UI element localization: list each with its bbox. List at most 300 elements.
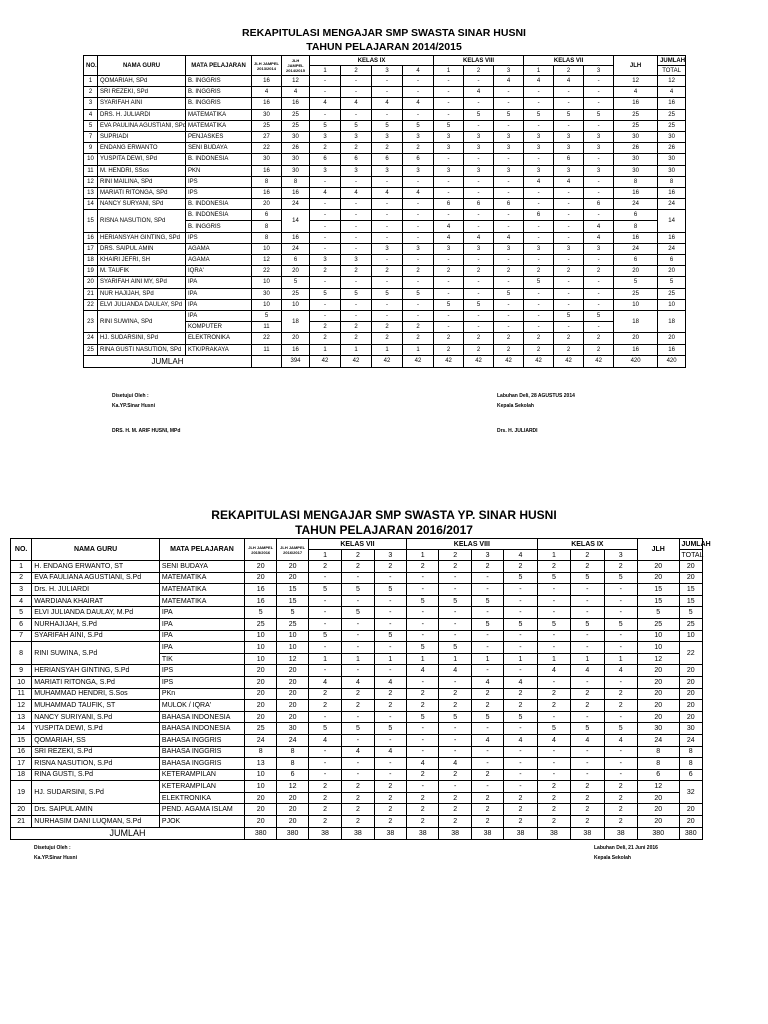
jumlah-kelas-b: 38 (471, 827, 503, 839)
table-row (11, 723, 703, 735)
row-kelas-c: 5 (571, 723, 604, 735)
row-mata-pelajaran: ELEKTRONIKA (159, 792, 244, 804)
row-nama-guru: SYARIFAH AINI, S.Pd (32, 630, 160, 642)
row-jlh: 15 (637, 595, 679, 607)
row-jampel-2: 8 (277, 746, 308, 758)
row-jampel-2: 30 (277, 723, 308, 735)
row-kelas-c: 1 (537, 653, 570, 665)
row-jlh: 10 (637, 630, 679, 642)
header-no: NO. (11, 539, 32, 561)
row-no: 8 (11, 642, 32, 665)
jumlah-kelas-c: 38 (604, 827, 637, 839)
row-kelas-a: 1 (342, 653, 374, 665)
doc2-sign-left-2: Ka.YP.Sinar Husni (34, 855, 77, 861)
row-kelas-a: - (372, 221, 403, 232)
row-kelas-b: - (434, 210, 464, 221)
header-kelas-b: KELAS VIII (407, 539, 538, 550)
row-kelas-a: - (308, 595, 341, 607)
table-row (84, 255, 686, 266)
row-kelas-b: - (439, 723, 471, 735)
row-jampel-1: 20 (245, 561, 277, 573)
row-jampel-2: 14 (282, 210, 310, 232)
doc2-table (10, 538, 711, 840)
row-nama-guru: H. ENDANG ERWANTO, ST (32, 561, 160, 573)
table-row (11, 607, 703, 619)
row-kelas-a: 2 (341, 333, 372, 344)
row-total: 25 (658, 120, 686, 131)
row-kelas-b: - (434, 176, 464, 187)
row-kelas-b: 5 (464, 109, 494, 120)
row-kelas-a: - (310, 232, 341, 243)
row-kelas-b: 5 (494, 109, 524, 120)
row-no: 9 (84, 143, 98, 154)
row-jlh: 24 (637, 734, 679, 746)
row-kelas-b: - (471, 607, 503, 619)
row-kelas-a: 5 (310, 120, 341, 131)
row-kelas-b: 2 (464, 266, 494, 277)
row-kelas-a: 4 (374, 676, 406, 688)
row-kelas-b: 2 (504, 804, 537, 816)
row-jlh: 20 (637, 816, 679, 828)
row-kelas-a: - (372, 277, 403, 288)
row-total: 20 (658, 333, 686, 344)
row-jampel-1: 30 (252, 109, 282, 120)
row-jampel-1: 16 (252, 165, 282, 176)
row-kelas-c: - (584, 187, 614, 198)
row-kelas-b: 5 (471, 711, 503, 723)
row-total: 25 (679, 618, 702, 630)
row-mata-pelajaran: B. INDONESIA (186, 210, 252, 221)
row-kelas-c: 5 (554, 310, 584, 321)
row-kelas-a: - (374, 607, 406, 619)
row-kelas-b: 4 (464, 232, 494, 243)
row-jampel-1: 25 (252, 120, 282, 131)
row-kelas-c: 2 (554, 344, 584, 355)
row-kelas-a: 4 (310, 98, 341, 109)
row-kelas-b: 2 (494, 333, 524, 344)
table-row (11, 781, 703, 793)
row-kelas-a: 2 (342, 688, 374, 700)
row-kelas-b: - (494, 98, 524, 109)
row-no: 23 (84, 310, 98, 332)
row-kelas-a: 2 (374, 781, 406, 793)
row-nama-guru: MUHAMMAD TAUFIK, ST (32, 700, 160, 712)
row-kelas-a: 2 (342, 700, 374, 712)
header-kelas-a-2: 2 (341, 66, 372, 76)
row-mata-pelajaran: PENJASKES (186, 131, 252, 142)
row-total: 20 (679, 572, 702, 584)
row-kelas-b: - (504, 665, 537, 677)
table-row (11, 572, 703, 584)
row-kelas-b: - (494, 154, 524, 165)
row-kelas-a: 4 (403, 187, 434, 198)
row-jampel-1: 16 (245, 584, 277, 596)
row-kelas-a: - (310, 176, 341, 187)
row-total: 8 (679, 746, 702, 758)
row-kelas-a: - (310, 87, 341, 98)
row-kelas-a: 3 (310, 165, 341, 176)
row-jampel-2: 24 (277, 734, 308, 746)
row-jlh: 24 (614, 243, 658, 254)
row-kelas-c: 1 (571, 653, 604, 665)
row-mata-pelajaran: IPA (186, 288, 252, 299)
row-kelas-c: - (604, 607, 637, 619)
row-jampel-1: 20 (245, 792, 277, 804)
row-kelas-a: 5 (374, 723, 406, 735)
row-kelas-b: 4 (471, 676, 503, 688)
row-kelas-b: - (471, 781, 503, 793)
row-jampel-2: 10 (277, 630, 308, 642)
row-mata-pelajaran: TIK (159, 653, 244, 665)
row-kelas-b: - (494, 255, 524, 266)
row-kelas-b: 4 (504, 734, 537, 746)
row-mata-pelajaran: IPA (159, 607, 244, 619)
row-kelas-c: - (584, 299, 614, 310)
row-mata-pelajaran: IQRA' (186, 266, 252, 277)
row-jlh: 16 (614, 232, 658, 243)
row-mata-pelajaran: B. INDONESIA (186, 154, 252, 165)
row-kelas-a: 2 (374, 804, 406, 816)
row-total: 16 (658, 187, 686, 198)
row-jampel-1: 11 (252, 322, 282, 333)
row-kelas-b: - (407, 723, 439, 735)
row-no: 15 (84, 210, 98, 232)
header-jampel-2: JLH JAMPEL 2016/2017 (277, 539, 308, 561)
row-no: 18 (84, 255, 98, 266)
row-no: 12 (11, 700, 32, 712)
row-kelas-c: 1 (604, 653, 637, 665)
row-kelas-b: - (471, 665, 503, 677)
table-row (84, 154, 686, 165)
row-kelas-c: 5 (537, 572, 570, 584)
row-total: 25 (658, 288, 686, 299)
row-jampel-2: 25 (282, 120, 310, 131)
row-no: 13 (84, 187, 98, 198)
row-kelas-c: - (524, 299, 554, 310)
row-kelas-c: 4 (584, 221, 614, 232)
row-kelas-c: - (584, 255, 614, 266)
row-kelas-a: - (341, 310, 372, 321)
row-no: 13 (11, 711, 32, 723)
row-no: 14 (84, 199, 98, 210)
row-jampel-2: 20 (282, 333, 310, 344)
row-total: 8 (658, 176, 686, 187)
header-kelas-a-4: 4 (403, 66, 434, 76)
row-kelas-c: 2 (571, 816, 604, 828)
row-no: 20 (11, 804, 32, 816)
row-kelas-a: 5 (310, 288, 341, 299)
row-jampel-2: 12 (277, 781, 308, 793)
row-kelas-b: 4 (439, 665, 471, 677)
row-kelas-b: 3 (494, 243, 524, 254)
row-kelas-a: 2 (342, 816, 374, 828)
row-kelas-a: 2 (342, 804, 374, 816)
row-nama-guru: HJ. SUDARSINI, SPd (98, 333, 186, 344)
jumlah-kelas-c: 38 (571, 827, 604, 839)
row-kelas-b: 2 (504, 792, 537, 804)
row-mata-pelajaran: B. INDONESIA (186, 199, 252, 210)
row-kelas-a: 5 (308, 630, 341, 642)
row-jampel-2: 15 (277, 584, 308, 596)
row-kelas-a: 2 (403, 322, 434, 333)
row-kelas-a: - (341, 221, 372, 232)
row-kelas-b: - (504, 642, 537, 654)
row-kelas-a: - (342, 595, 374, 607)
row-kelas-a: - (341, 176, 372, 187)
row-kelas-c: - (571, 642, 604, 654)
row-kelas-a: 4 (310, 187, 341, 198)
row-kelas-c: 5 (537, 723, 570, 735)
row-mata-pelajaran: PJOK (159, 816, 244, 828)
row-mata-pelajaran: B. INGGRIS (186, 87, 252, 98)
row-total: 16 (658, 344, 686, 355)
row-kelas-b: 4 (434, 221, 464, 232)
row-kelas-a: 2 (374, 700, 406, 712)
table-row (84, 143, 686, 154)
row-jampel-2: 20 (277, 572, 308, 584)
row-mata-pelajaran: MATEMATIKA (159, 572, 244, 584)
row-kelas-c: 5 (571, 572, 604, 584)
row-nama-guru: MARIATI RITONGA, S.Pd (32, 676, 160, 688)
row-jampel-2: 26 (282, 143, 310, 154)
row-kelas-a: 2 (342, 561, 374, 573)
row-total: 30 (658, 154, 686, 165)
row-kelas-a: - (341, 199, 372, 210)
row-kelas-a: 2 (403, 143, 434, 154)
row-mata-pelajaran: AGAMA (186, 255, 252, 266)
row-kelas-a: - (372, 176, 403, 187)
row-kelas-a: 5 (308, 723, 341, 735)
jumlah-kelas-b: 42 (434, 355, 464, 367)
jumlah-kelas-a: 42 (403, 355, 434, 367)
row-kelas-a: - (341, 299, 372, 310)
row-kelas-b: - (494, 299, 524, 310)
row-jlh: 26 (614, 143, 658, 154)
row-nama-guru: NURHASIM DANI LUQMAN, S.Pd (32, 816, 160, 828)
row-no: 9 (11, 665, 32, 677)
row-kelas-b: 5 (504, 572, 537, 584)
row-kelas-a: 3 (403, 131, 434, 142)
row-kelas-c: 3 (554, 243, 584, 254)
table-row (84, 131, 686, 142)
row-kelas-c: 2 (571, 688, 604, 700)
row-no: 21 (84, 288, 98, 299)
row-mata-pelajaran: IPA (186, 277, 252, 288)
row-kelas-b: - (471, 584, 503, 596)
row-kelas-a: 5 (374, 630, 406, 642)
row-jampel-2: 5 (282, 277, 310, 288)
row-nama-guru: SRI REZEKI, S.Pd (32, 746, 160, 758)
table-row (84, 187, 686, 198)
row-kelas-a: 3 (372, 165, 403, 176)
row-kelas-b: - (439, 630, 471, 642)
row-jampel-2: 25 (282, 288, 310, 299)
row-kelas-a: - (374, 642, 406, 654)
row-kelas-c: 5 (554, 109, 584, 120)
row-kelas-a: 2 (372, 266, 403, 277)
row-kelas-a: 3 (341, 165, 372, 176)
row-kelas-b: - (471, 758, 503, 770)
row-kelas-c: 2 (537, 561, 570, 573)
row-total: 30 (658, 131, 686, 142)
table-row (84, 76, 686, 87)
row-kelas-c: - (554, 210, 584, 221)
row-kelas-b: 5 (471, 618, 503, 630)
row-kelas-a: 2 (403, 266, 434, 277)
row-kelas-b: 4 (464, 87, 494, 98)
row-no: 16 (11, 746, 32, 758)
row-kelas-a: 4 (403, 98, 434, 109)
row-jampel-2: 20 (277, 688, 308, 700)
row-kelas-c: 4 (537, 665, 570, 677)
header-kelas-b-3: 3 (471, 550, 503, 561)
row-kelas-c: - (524, 154, 554, 165)
table-row (11, 630, 703, 642)
row-kelas-a: - (374, 595, 406, 607)
row-total: 20 (658, 266, 686, 277)
row-kelas-a: - (341, 87, 372, 98)
row-nama-guru: MUHAMMAD HENDRI, S.Sos (32, 688, 160, 700)
row-kelas-c: 3 (524, 165, 554, 176)
row-jlh: 12 (637, 653, 679, 665)
row-kelas-b: - (464, 255, 494, 266)
row-nama-guru: Drs. H. JULIARDI (32, 584, 160, 596)
row-kelas-b: 2 (439, 792, 471, 804)
row-total: 5 (679, 607, 702, 619)
row-total: 30 (658, 165, 686, 176)
jumlah-kelas-a: 38 (374, 827, 406, 839)
row-kelas-c: - (524, 288, 554, 299)
row-mata-pelajaran: MATEMATIKA (186, 109, 252, 120)
row-mata-pelajaran: B. INGGRIS (186, 76, 252, 87)
row-nama-guru: RISNA NASUTION, S.Pd (32, 758, 160, 770)
row-nama-guru: M. TAUFIK (98, 266, 186, 277)
row-kelas-b: - (494, 187, 524, 198)
row-jampel-1: 10 (245, 781, 277, 793)
row-kelas-b: 3 (494, 131, 524, 142)
header-kelas-a: KELAS IX (310, 56, 434, 66)
row-kelas-b: 6 (434, 199, 464, 210)
row-jampel-2: 30 (282, 154, 310, 165)
row-kelas-b: - (494, 322, 524, 333)
row-mata-pelajaran: MATEMATIKA (186, 120, 252, 131)
row-kelas-b: 4 (439, 758, 471, 770)
table-row (84, 165, 686, 176)
row-kelas-c: - (554, 199, 584, 210)
header-jlh: JLH (637, 539, 679, 561)
row-kelas-b: 5 (439, 642, 471, 654)
row-jampel-2: 20 (277, 816, 308, 828)
row-kelas-c: - (537, 630, 570, 642)
row-kelas-b: 2 (407, 792, 439, 804)
row-kelas-b: - (407, 746, 439, 758)
row-kelas-b: 2 (494, 344, 524, 355)
row-kelas-a: - (372, 109, 403, 120)
row-kelas-b: 2 (407, 561, 439, 573)
table-row (84, 120, 686, 131)
row-jampel-1: 10 (245, 642, 277, 654)
row-jampel-1: 16 (252, 98, 282, 109)
row-kelas-c: - (537, 595, 570, 607)
row-kelas-c: 2 (604, 816, 637, 828)
row-jampel-2: 4 (282, 87, 310, 98)
row-kelas-c: - (584, 76, 614, 87)
row-kelas-c: - (604, 595, 637, 607)
row-kelas-b: - (464, 210, 494, 221)
row-kelas-a: 2 (372, 322, 403, 333)
row-kelas-c: 5 (571, 618, 604, 630)
row-kelas-b: - (494, 176, 524, 187)
table-row (84, 199, 686, 210)
row-no: 7 (11, 630, 32, 642)
row-jampel-1: 25 (245, 618, 277, 630)
row-kelas-a: - (310, 210, 341, 221)
table-row (84, 232, 686, 243)
table-row (11, 676, 703, 688)
header-kelas-c-1: 1 (524, 66, 554, 76)
row-jlh: 20 (637, 792, 679, 804)
row-mata-pelajaran: IPS (186, 187, 252, 198)
row-kelas-b: - (439, 618, 471, 630)
header-kelas-a-3: 3 (372, 66, 403, 76)
row-kelas-c: 4 (554, 176, 584, 187)
row-kelas-c: - (584, 154, 614, 165)
row-jlh: 30 (614, 165, 658, 176)
header-no: NO. (84, 56, 98, 76)
row-kelas-a: 4 (342, 676, 374, 688)
row-kelas-c: 3 (554, 143, 584, 154)
row-kelas-c: - (524, 232, 554, 243)
row-jampel-1: 10 (252, 299, 282, 310)
row-kelas-c: 2 (604, 561, 637, 573)
row-jampel-1: 22 (252, 333, 282, 344)
row-kelas-a: - (403, 310, 434, 321)
row-jlh: 25 (614, 120, 658, 131)
row-no: 4 (11, 595, 32, 607)
row-total: 20 (679, 688, 702, 700)
row-total: 5 (658, 277, 686, 288)
row-kelas-b: - (494, 221, 524, 232)
row-jampel-2: 15 (277, 595, 308, 607)
row-kelas-c: 2 (571, 792, 604, 804)
jumlah-total: 380 (679, 827, 702, 839)
row-total: 22 (679, 642, 702, 665)
row-kelas-b: 6 (464, 199, 494, 210)
row-kelas-a: 2 (341, 266, 372, 277)
row-total: 12 (658, 76, 686, 87)
row-kelas-a: - (372, 299, 403, 310)
row-kelas-a: - (308, 711, 341, 723)
row-jlh: 12 (637, 781, 679, 793)
row-kelas-c: - (554, 98, 584, 109)
jumlah-jlh: 420 (614, 355, 658, 367)
row-kelas-c: - (537, 711, 570, 723)
row-kelas-b: 5 (464, 299, 494, 310)
row-kelas-b: 5 (504, 618, 537, 630)
header-total: TOTAL (658, 66, 686, 76)
row-kelas-a: - (310, 243, 341, 254)
row-kelas-a: - (341, 76, 372, 87)
row-kelas-a: - (310, 76, 341, 87)
row-jlh: 6 (614, 210, 658, 221)
row-kelas-a: - (403, 199, 434, 210)
row-jampel-1: 30 (252, 154, 282, 165)
row-mata-pelajaran: KTK/PRAKAYA (186, 344, 252, 355)
row-kelas-a: 5 (342, 584, 374, 596)
row-jlh: 25 (614, 109, 658, 120)
row-kelas-b: - (407, 734, 439, 746)
row-jampel-1: 22 (252, 143, 282, 154)
